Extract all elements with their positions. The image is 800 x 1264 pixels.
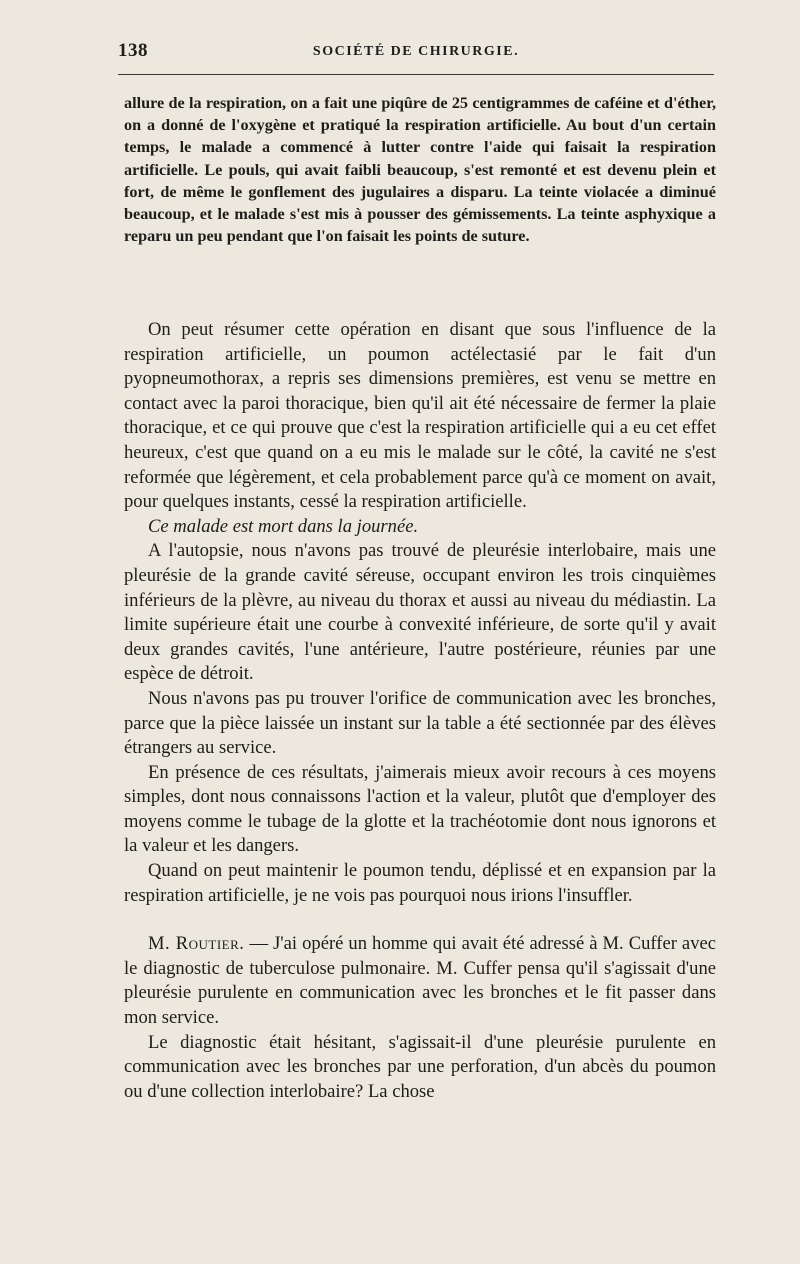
paragraph-summary: On peut résumer cette opération en disant que sous l'influence de la respiration artificielle, un poumon actélectasié par le fait d'un pyopneumothorax, a repris ses dimensions premières, est venu se mettre en contact avec la paroi thoracique, bien qu'il ait été nécessaire de fermer la plaie thoracique, et ce qui prouve que c'est la respiration artificielle qui a eu cet effet heureux, c'est que quand on a eu mis le malade sur le côté, la cavité ne s'est reformée que légèrement, et cela probablement parce qu'à ce moment on avait, pour quelques instants, cessé la respiration artificielle. <box>124 319 716 513</box>
page-number: 138 <box>118 40 148 61</box>
header-rule <box>118 74 714 75</box>
speaker-text: — J'ai opéré un homme qui avait été adressé à M. Cuffer avec le diagnostic de tuberculose pulmonaire. M. Cuffer pensa qu'il s'agissait d'une pleurésie purulente en communication avec les bronches et le fit passer dans mon service. <box>124 933 716 1029</box>
page-header <box>118 40 714 70</box>
small-print-paragraph: allure de la respiration, on a fait une piqûre de 25 centigrammes de caféine et d'éther, on a donné de l'oxygène et pratiqué la respiration artificielle. Au bout d'un certain temps, le malade a commencé à lutter contre l'aide qui faisait la respiration artificielle. Le pouls, qui avait faibli beaucoup, s'est remonté et est devenu plein et fort, de même le gonflement des jugulaires a disparu. La teinte violacée a diminué beaucoup, et le malade s'est mis à pousser des gémissements. La teinte asphyxique a reparu un peu pendant que l'on faisait les points de suture. <box>124 94 716 246</box>
paragraph-orifice: Nous n'avons pas pu trouver l'orifice de communication avec les bronches, parce que la pièce laissée un instant sur la table a été sectionnée par des élèves étrangers au service. <box>124 687 716 759</box>
speaker-name: M. Routier. <box>148 933 245 955</box>
paragraph-conclusion: Quand on peut maintenir le poumon tendu, déplissé et en expansion par la respiration artificielle, je ne vois pas pourquoi nous irions l'insuffler. <box>124 860 716 906</box>
paragraph-death: Ce malade est mort dans la journée. <box>148 515 419 537</box>
paragraph-autopsy: A l'autopsie, nous n'avons pas trouvé de pleurésie interlobaire, mais une pleurésie de la grande cavité séreuse, occupant environ les trois cinquièmes inférieurs de la plèvre, au niveau du thorax et aussi au niveau du médiastin. La limite supérieure était une courbe à convexité inférieure, de sorte qu'il y avait deux grandes cavités, l'une antérieure, l'autre postérieure, réunies par une espèce de détroit. <box>124 540 716 685</box>
paragraph-diagnosis: Le diagnostic était hésitant, s'agissait-il d'une pleurésie purulente en communication avec les bronches par une perforation, d'un abcès du poumon ou d'une collection interlobaire? La chose <box>124 1031 716 1102</box>
main-text <box>124 318 716 1104</box>
paragraph-routier <box>124 932 716 1030</box>
running-title: SOCIÉTÉ DE CHIRURGIE. <box>312 44 520 59</box>
paragraph-results: En présence de ces résultats, j'aimerais mieux avoir recours à ces moyens simples, dont nous connaissons l'action et la valeur, plutôt que d'employer des moyens comme le tubage de la glotte et la trachéotomie dont nous ignorons et la valeur et les dangers. <box>124 761 716 857</box>
